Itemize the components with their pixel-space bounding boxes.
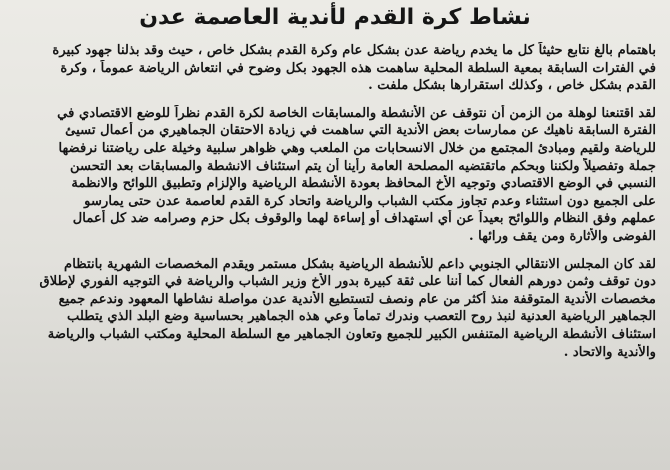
text-line: لقد كان المجلس الانتقالي الجنوبي داعم للأنشطة الرياضية بشكل مستمر ويقدم المخصصات الشهرية بانتظام — [64, 256, 656, 272]
paragraph-gap — [10, 95, 656, 105]
text-line: مخصصات الأندية المتوقفة منذ أكثر من عام ونصف لتستطيع الأندية عدن مواصلة نشاطها المعهود وندعم جميع — [58, 291, 656, 307]
text-line: لقد اقتنعنا لوهلة من الزمن أن نتوقف عن الأنشطة والمسابقات الخاصة لكرة القدم نظراً للوضع الاقتصادي في — [57, 105, 656, 121]
paragraph — [10, 105, 656, 246]
text-line: استئناف الأنشطة الرياضية المتنفس الكبير للجميع وتعاون الجماهير مع السلطة المحلية ومكتب الشباب والرياضة — [47, 326, 656, 342]
text-line: النسبي في الوضع الاقتصادي وتوجيه الأخ المحافظ بعودة الأنشطة الرياضية والإلزام وتطبيق اللوائح والانظمة — [71, 176, 656, 192]
text-line: عملهم وفق النظام واللوائح بعيداً عن أي استهداف أو إساءة لهما والوقوف بكل حزم وصرامه ضد كل أعمال — [72, 211, 656, 227]
text-line: دون توقف وثمن دورهم الفعال كما أننا على ثقة كبيرة بدور الأخ وزير الشباب والرياضة في التوجيه الفوري لإطلاق — [39, 274, 656, 290]
text-line: للرياضة ولقيم ومبادئ المجتمع من خلال الانسحابات من الملعب وهي ظواهر سلبية وخيلة على رياضتنا نرفضها — [58, 140, 656, 156]
text-line: الفوضى والأثارة ومن يقف ورائها . — [468, 228, 656, 244]
text-line: باهتمام بالغ نتابع حثيثاً كل ما يخدم رياضة عدن بشكل عام وكرة القدم بشكل خاص ، حيث وقد بذلنا جهود كبيرة — [52, 43, 656, 58]
text-line: في الفترات السابقة بمعية السلطة المحلية ساهمت هذه الجهود بكل وضوح في انتعاش الرياضة عموماً ، وكرة — [60, 60, 656, 76]
paragraph — [10, 42, 656, 95]
paragraph — [10, 256, 656, 362]
paragraph-gap — [10, 246, 656, 256]
text-line: الفترة السابقة ناهيك عن ممارسات بعض الأندية التي ساهمت في زيادة الاحتقان الجماهيري من أعمال تسيئ — [65, 123, 656, 139]
text-line: القدم بشكل خاص ، وكذلك استقرارها بشكل ملفت . — [368, 78, 656, 94]
document-title: نشاط كرة القدم لأندية العاصمة عدن — [139, 5, 531, 30]
text-line: على الجميع دون استثناء وعدم تجاوز مكتب الشباب والرياضة واتحاد كرة القدم لعاصمة عدن حتى يمارسو — [84, 193, 656, 209]
document-body — [10, 42, 656, 361]
text-line: الجماهير الرياضية العدنية لنبذ روح التعصب وندرك تماماً وعي هذه الجماهير بحساسية وضع البلد الذي يتطلب — [66, 309, 656, 325]
text-line: والأندية والاتحاد . — [563, 344, 656, 360]
text-line: جملة وتفصيلاً ولكننا وبحكم ماتقتضيه المصلحة العامة رأينا أن يتم استئناف الانشطة والمسابقات بعد التحسن — [69, 158, 656, 174]
